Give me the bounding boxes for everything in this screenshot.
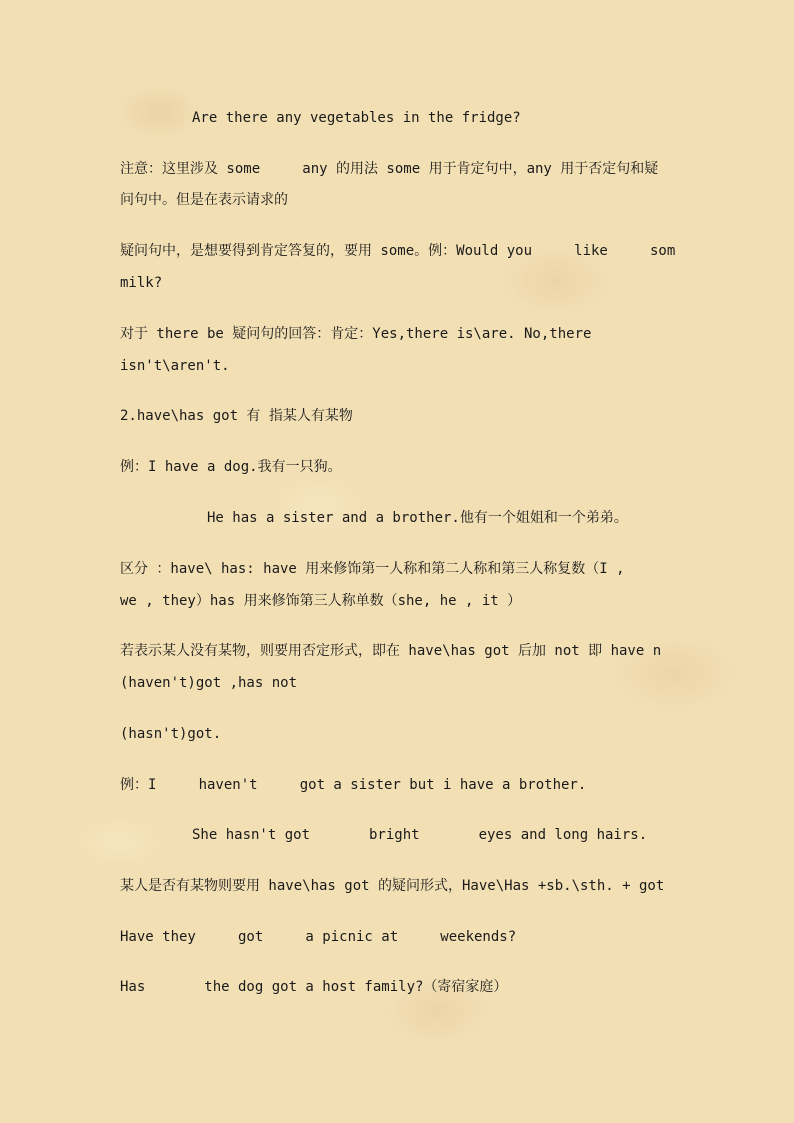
text-line: 区分 ：have\ has: have 用来修饰第一人称和第二人称和第三人称复数（I ,: [120, 561, 625, 577]
text-line: Have they got a picnic at weekends?: [120, 929, 517, 945]
text-line: (haven't)got ,has not: [120, 675, 298, 691]
text-line: Are there any vegetables in the fridge?: [192, 110, 521, 126]
text-line: 若表示某人没有某物，则要用否定形式，即在 have\has got 后加 not 即 have n: [120, 643, 662, 659]
text-line: 问句中。但是在表示请求的: [120, 192, 288, 208]
text-line: She hasn't got bright eyes and long hairs.: [192, 827, 648, 843]
text-line: isn't\aren't.: [120, 358, 230, 374]
text-line: milk?: [120, 275, 163, 291]
text-line: 对于 there be 疑问句的回答：肯定：Yes,there is\are. No,there: [120, 326, 592, 342]
text-line: 某人是否有某物则要用 have\has got 的疑问形式，Have\Has +sb.\sth. + got: [120, 878, 665, 894]
text-line: we , they）has 用来修饰第三人称单数（she, he , it ）: [120, 593, 522, 609]
text-line: He has a sister and a brother.他有一个姐姐和一个弟弟。: [207, 510, 628, 526]
text-line: 例：I have a dog.我有一只狗。: [120, 459, 342, 475]
text-line: 疑问句中，是想要得到肯定答复的，要用 some。例：Would you like som: [120, 243, 676, 259]
text-line: 例：I haven't got a sister but i have a brother.: [120, 777, 587, 793]
text-line: 注意：这里涉及 some any 的用法 some 用于肯定句中，any 用于否定句和疑: [120, 161, 659, 177]
text-line: 2.have\has got 有 指某人有某物: [120, 408, 353, 424]
text-line: (hasn't)got.: [120, 726, 222, 742]
text-line: Has the dog got a host family?（寄宿家庭）: [120, 979, 508, 995]
